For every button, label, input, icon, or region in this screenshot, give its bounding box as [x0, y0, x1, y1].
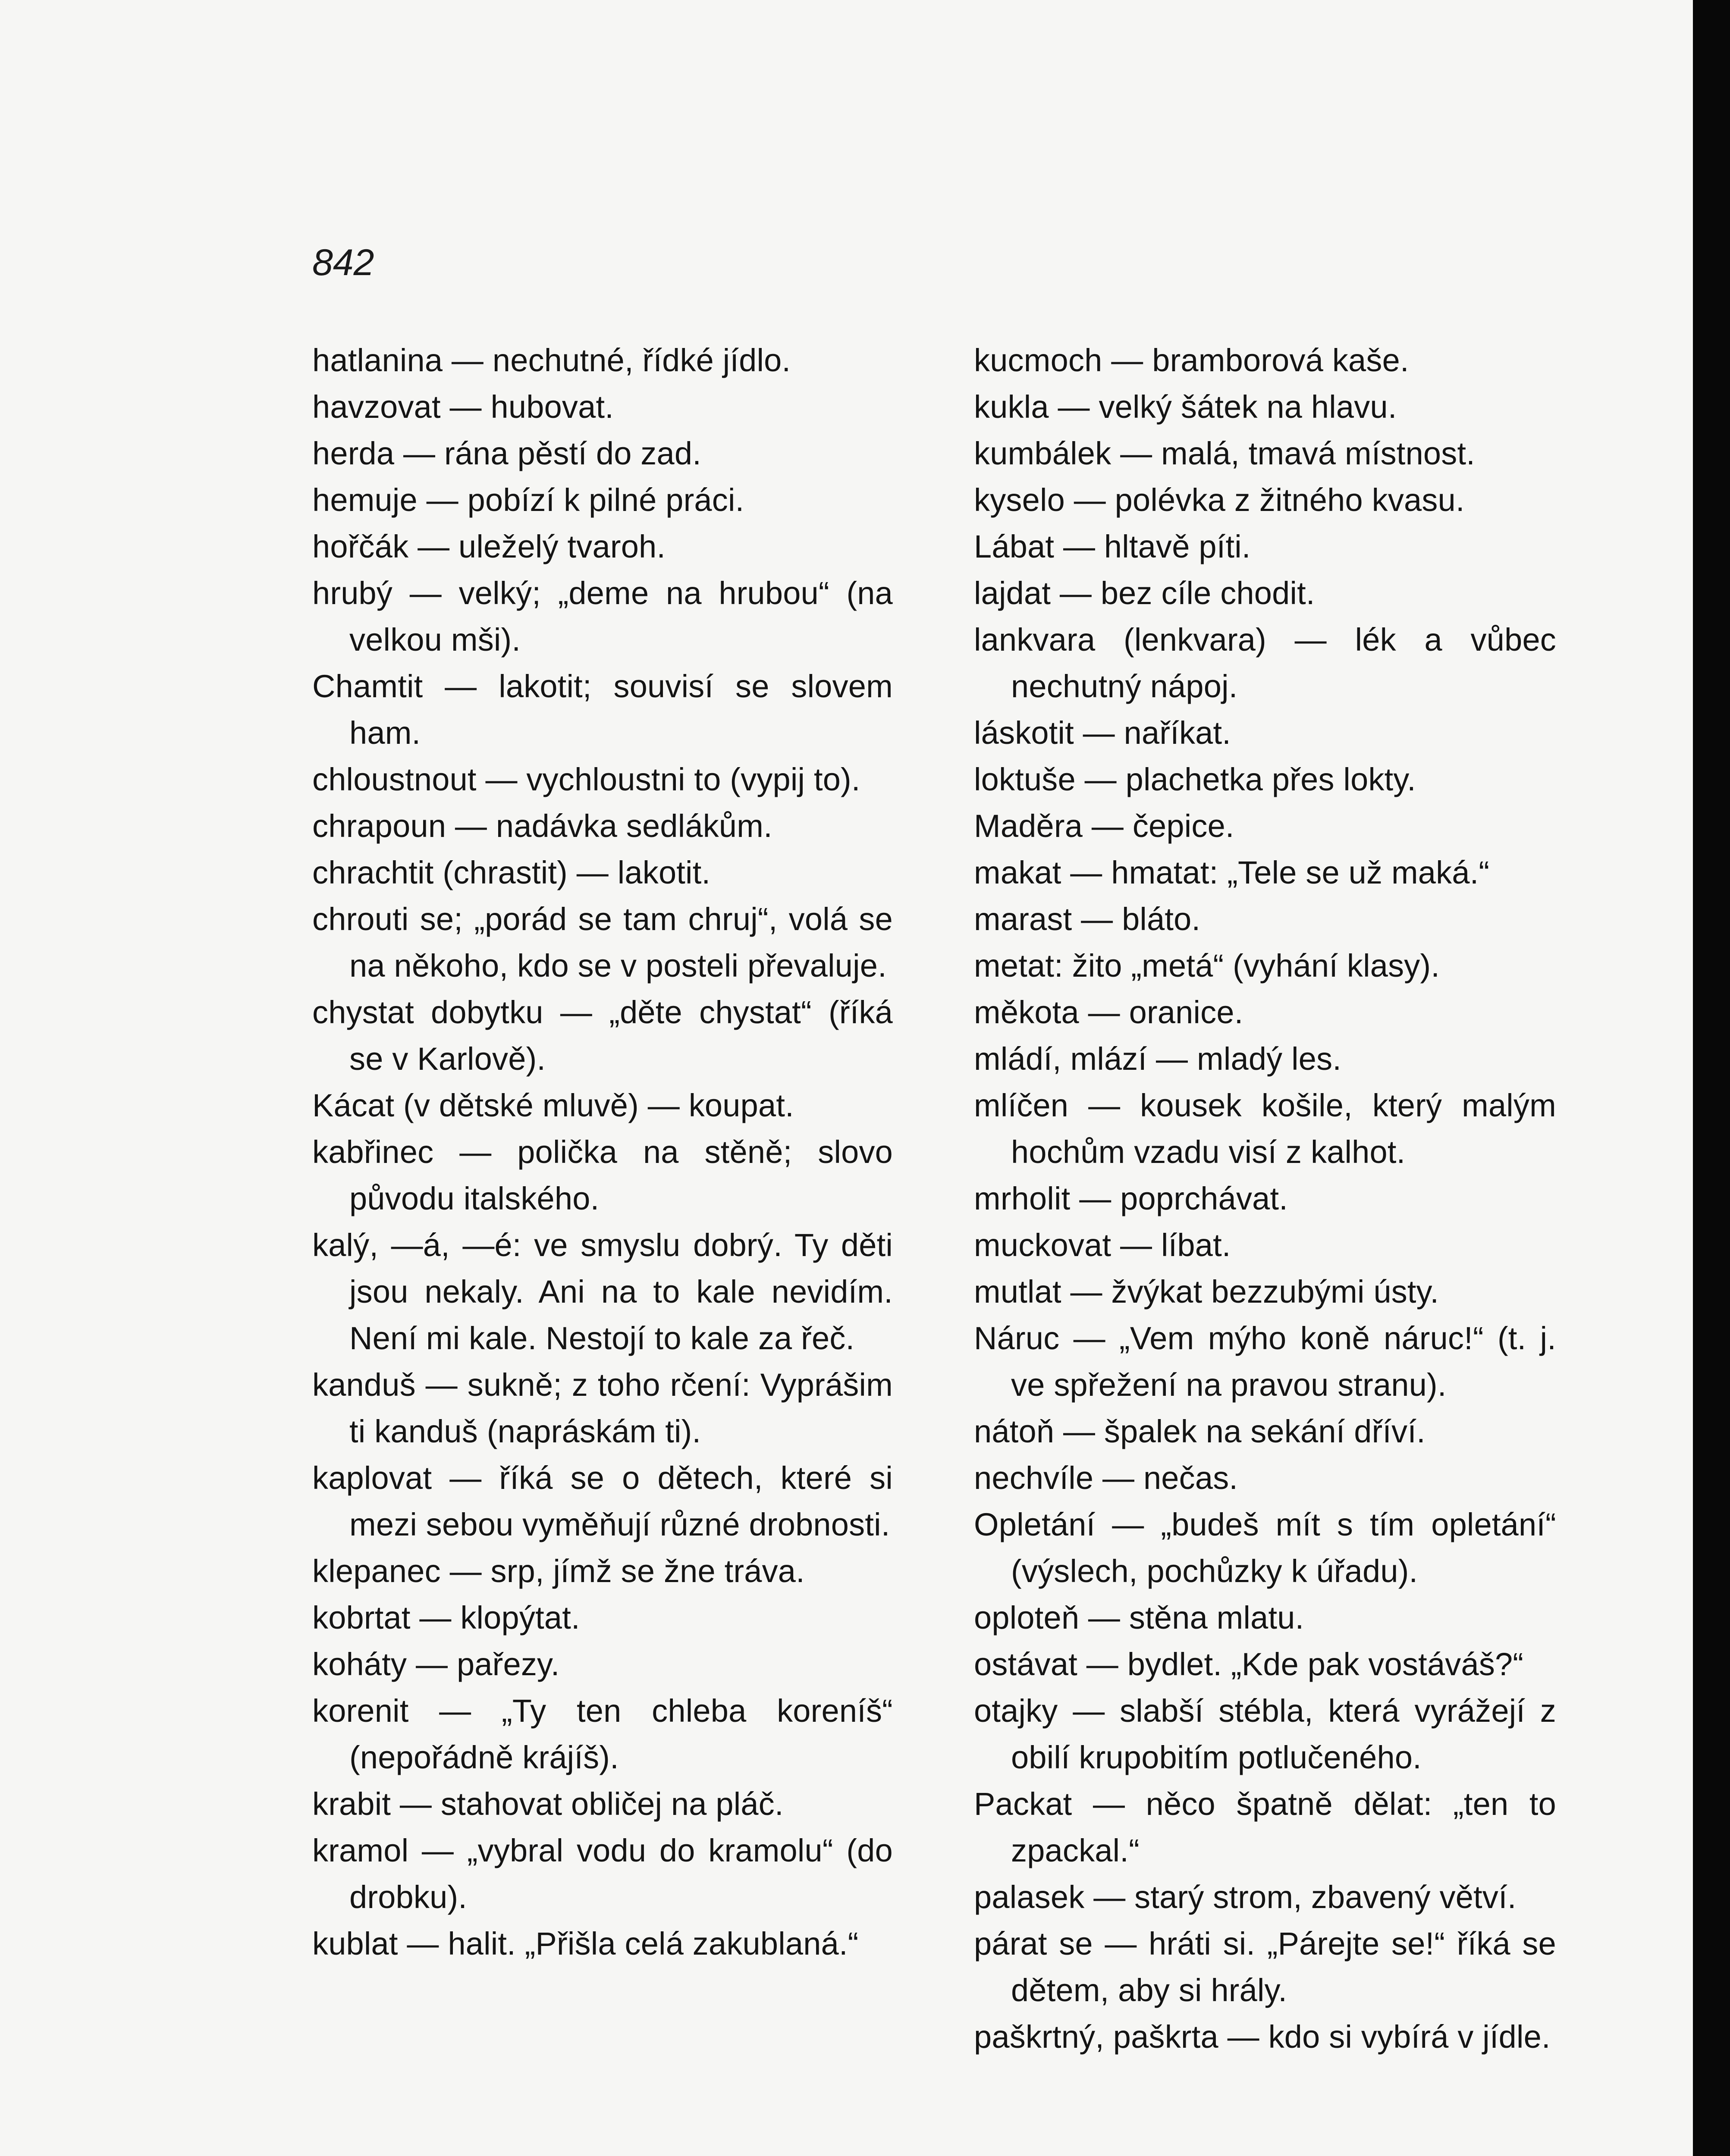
dictionary-entry: otajky — slabší stébla, která vyrážejí z obilí krupobitím potlučeného.	[974, 1693, 1556, 1775]
dictionary-entry: muckovat — líbat.	[974, 1227, 1231, 1263]
dictionary-entry: hořčák — uleželý tvaroh.	[312, 529, 666, 564]
dictionary-entry: Opletání — „budeš mít s tím opletání“ (výslech, pochůzky k úřadu).	[974, 1507, 1556, 1589]
dictionary-entry: mrholit — poprchávat.	[974, 1181, 1288, 1216]
dictionary-entry: kaplovat — říká se o dětech, které si mezi sebou vyměňují různé drobnosti.	[312, 1460, 893, 1542]
dictionary-entry: krabit — stahovat obličej na pláč.	[312, 1786, 784, 1822]
dictionary-entry: marast — bláto.	[974, 901, 1201, 937]
dictionary-entry: metat: žito „metá“ (vyhání klasy).	[974, 948, 1440, 984]
dictionary-entry: makat — hmatat: „Tele se už maká.“	[974, 855, 1490, 890]
dictionary-entry: havzovat — hubovat.	[312, 389, 614, 425]
dictionary-entry: Náruc — „Vem mýho koně náruc!“ (t. j. ve spřežení na pravou stranu).	[974, 1320, 1556, 1403]
scan-edge	[1693, 0, 1730, 2156]
page-number: 842	[312, 242, 374, 283]
dictionary-entry: nátoň — špalek na sekání dříví.	[974, 1413, 1425, 1449]
dictionary-entry: chloustnout — vychloustni to (vypij to).	[312, 761, 860, 797]
dictionary-entry: měkota — oranice.	[974, 994, 1243, 1030]
dictionary-entry: kumbálek — malá, tmavá místnost.	[974, 436, 1475, 471]
dictionary-entry: chrapoun — nadávka sedlákům.	[312, 808, 772, 844]
dictionary-entry: klepanec — srp, jímž se žne tráva.	[312, 1553, 805, 1589]
dictionary-entry: herda — rána pěstí do zad.	[312, 436, 701, 471]
dictionary-entry: paškrtný, paškrta — kdo si vybírá v jídle.	[974, 2019, 1551, 2055]
dictionary-entry: Chamtit — lakotit; souvisí se slovem ham.	[312, 668, 893, 751]
dictionary-entry: ostávat — bydlet. „Kde pak vostáváš?“	[974, 1646, 1524, 1682]
dictionary-entry: mutlat — žvýkat bezzubými ústy.	[974, 1274, 1439, 1310]
dictionary-entry: kanduš — sukně; z toho rčení: Vyprášim ti kanduš (napráskám ti).	[312, 1367, 893, 1449]
dictionary-entry: hrubý — velký; „deme na hrubou“ (na velkou mši).	[312, 575, 893, 658]
dictionary-entry: nechvíle — nečas.	[974, 1460, 1238, 1496]
dictionary-entry: kramol — „vybral vodu do kramolu“ (do drobku).	[312, 1833, 893, 1915]
dictionary-entry: Kácat (v dětské mluvě) — koupat.	[312, 1087, 794, 1123]
dictionary-entry: kukla — velký šátek na hlavu.	[974, 389, 1397, 425]
dictionary-entry: loktuše — plachetka přes lokty.	[974, 761, 1416, 797]
dictionary-entry: kublat — halit. „Přišla celá zakublaná.“	[312, 1926, 859, 1962]
dictionary-entry: mlíčen — kousek košile, který malým hochům vzadu visí z kalhot.	[974, 1087, 1556, 1170]
dictionary-entry: koháty — pařezy.	[312, 1646, 560, 1682]
dictionary-entry: kabřinec — polička na stěně; slovo původu italského.	[312, 1134, 893, 1216]
dictionary-entry: chrouti se; „porád se tam chruj“, volá se na někoho, kdo se v posteli převaluje.	[312, 901, 893, 984]
dictionary-entry: hemuje — pobízí k pilné práci.	[312, 482, 744, 518]
dictionary-entry: chystat dobytku — „děte chystat“ (říká se v Karlově).	[312, 994, 893, 1077]
dictionary-entry: mládí, mlází — mladý les.	[974, 1041, 1342, 1077]
dictionary-entry: hatlanina — nechutné, řídké jídlo.	[312, 342, 791, 378]
dictionary-entry: kalý, —á, —é: ve smyslu dobrý. Ty děti jsou nekaly. Ani na to kale nevidím. Není mi kale. Nestojí to kale za řeč.	[312, 1227, 893, 1356]
dictionary-column-left	[312, 337, 893, 1967]
dictionary-entry: palasek — starý strom, zbavený větví.	[974, 1879, 1516, 1915]
dictionary-entry: párat se — hráti si. „Párejte se!“ říká se dětem, aby si hrály.	[974, 1926, 1556, 2008]
dictionary-entry: Maděra — čepice.	[974, 808, 1234, 844]
dictionary-entry: Packat — něco špatně dělat: „ten to zpackal.“	[974, 1786, 1556, 1868]
dictionary-entry: lankvara (lenkvara) — lék a vůbec nechutný nápoj.	[974, 622, 1556, 704]
dictionary-entry: Lábat — hltavě píti.	[974, 529, 1251, 564]
dictionary-entry: chrachtit (chrastit) — lakotit.	[312, 855, 711, 890]
dictionary-entry: korenit — „Ty ten chleba koreníš“ (nepořádně krájíš).	[312, 1693, 893, 1775]
dictionary-entry: kucmoch — bramborová kaše.	[974, 342, 1409, 378]
dictionary-entry: láskotit — naříkat.	[974, 715, 1231, 751]
dictionary-entry: lajdat — bez cíle chodit.	[974, 575, 1315, 611]
dictionary-entry: kobrtat — klopýtat.	[312, 1600, 580, 1636]
dictionary-entry: oploteň — stěna mlatu.	[974, 1600, 1304, 1636]
dictionary-column-right	[974, 337, 1556, 2060]
dictionary-entry: kyselo — polévka z žitného kvasu.	[974, 482, 1465, 518]
